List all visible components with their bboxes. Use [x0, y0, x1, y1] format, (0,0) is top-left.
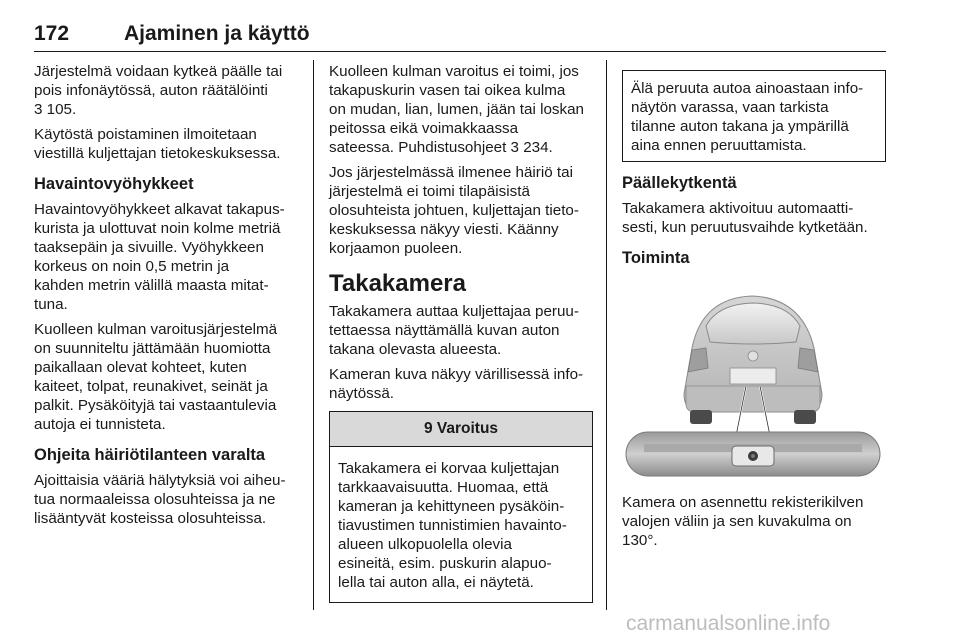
section-heading-faults: Ohjeita häiriötilanteen varalta [34, 446, 266, 464]
section-heading-function: Toiminta [622, 249, 690, 267]
column-1 [34, 62, 300, 534]
chapter-title: Ajaminen ja käyttö [124, 22, 310, 45]
section-heading-camera: Takakamera [329, 270, 466, 297]
page-number: 172 [34, 22, 70, 45]
column-3 [622, 62, 886, 556]
paragraph: Jos järjestelmässä ilmenee häiriö tai järjestelmä ei toimi tilapäisistä olosuhteista johtuen, kuljettajan tieto‐ keskuksessa näkyy viesti. Käänny korjaamon puoleen. [329, 164, 579, 257]
paragraph: Ajoittaisia vääriä hälytyksiä voi aiheu‐ tua normaaleissa olosuhteissa ja ne lisääntyvät kosteissa olosuhteissa. [34, 472, 286, 527]
paragraph: Kameran kuva näkyy värillisessä info‐ näytössä. [329, 366, 584, 402]
paragraph: Kuolleen kulman varoitusjärjestelmä on suunniteltu jättämään huomiotta paikallaan olevat kohteet, kuten kaiteet, tolpat, reunakivet, seinät ja palkit. Pysäköityjä tai vastaantulevia autoja ei tunnisteta. [34, 321, 278, 433]
paragraph: Kuolleen kulman varoitus ei toimi, jos takapuskurin vasen tai oikea kulma on mudan, lian, lumen, jään tai loskan peitossa eikä voimakkaassa sateessa. Puhdistusohjeet 3 234. [329, 63, 584, 156]
paragraph: Kamera on asennettu rekisterikilven valojen väliin ja sen kuvakulma on 130°. [622, 494, 864, 549]
section-heading-activation: Päällekytkentä [622, 174, 737, 192]
header-divider [34, 51, 886, 52]
watermark: carmanualsonline.info [626, 612, 831, 635]
rear-camera-illustration [622, 286, 884, 480]
warning-title: 9 Varoitus [330, 412, 592, 447]
page-header [34, 22, 886, 52]
paragraph: Käytöstä poistaminen ilmoitetaan viestillä kuljettajan tietokeskuksessa. [34, 126, 281, 162]
paragraph: Takakamera aktivoituu automaatti‐ sesti, kun peruutusvaihde kytketään. [622, 200, 868, 236]
column-divider [313, 60, 314, 610]
paragraph: Takakamera auttaa kuljettajaa peruu‐ tettaessa näyttämällä kuvan auton takana olevasta alueesta. [329, 303, 579, 358]
paragraph: Havaintovyöhykkeet alkavat takapus‐ kurista ja ulottuvat noin kolme metriä taaksepäin ja sivuille. Vyöhykkeen korkeus on noin 0,5 metrin ja kahden metrin välillä maasta mitat‐ tuna. [34, 201, 285, 313]
note-text: Älä peruuta autoa ainoastaan info‐ näytön varassa, vaan tarkista tilanne auton takana ja ympärillä aina ennen peruuttamista. [631, 80, 864, 154]
paragraph: Järjestelmä voidaan kytkeä päälle tai pois infonäytössä, auton räätälöinti 3 105. [34, 63, 283, 118]
section-heading-zones: Havaintovyöhykkeet [34, 175, 194, 193]
warning-text: Takakamera ei korvaa kuljettajan tarkkaavaisuutta. Huomaa, että kameran ja kehittyneen pysäköin‐ tiavustimen tunnistimien havainto‐ alueen ulkopuolella olevia esineitä, esim. puskurin alapuo‐ lella tai auton alla, ei näytetä. [338, 460, 567, 591]
column-divider [606, 60, 607, 610]
column-2 [329, 62, 593, 603]
note-box [622, 70, 886, 162]
warning-box [329, 411, 593, 603]
